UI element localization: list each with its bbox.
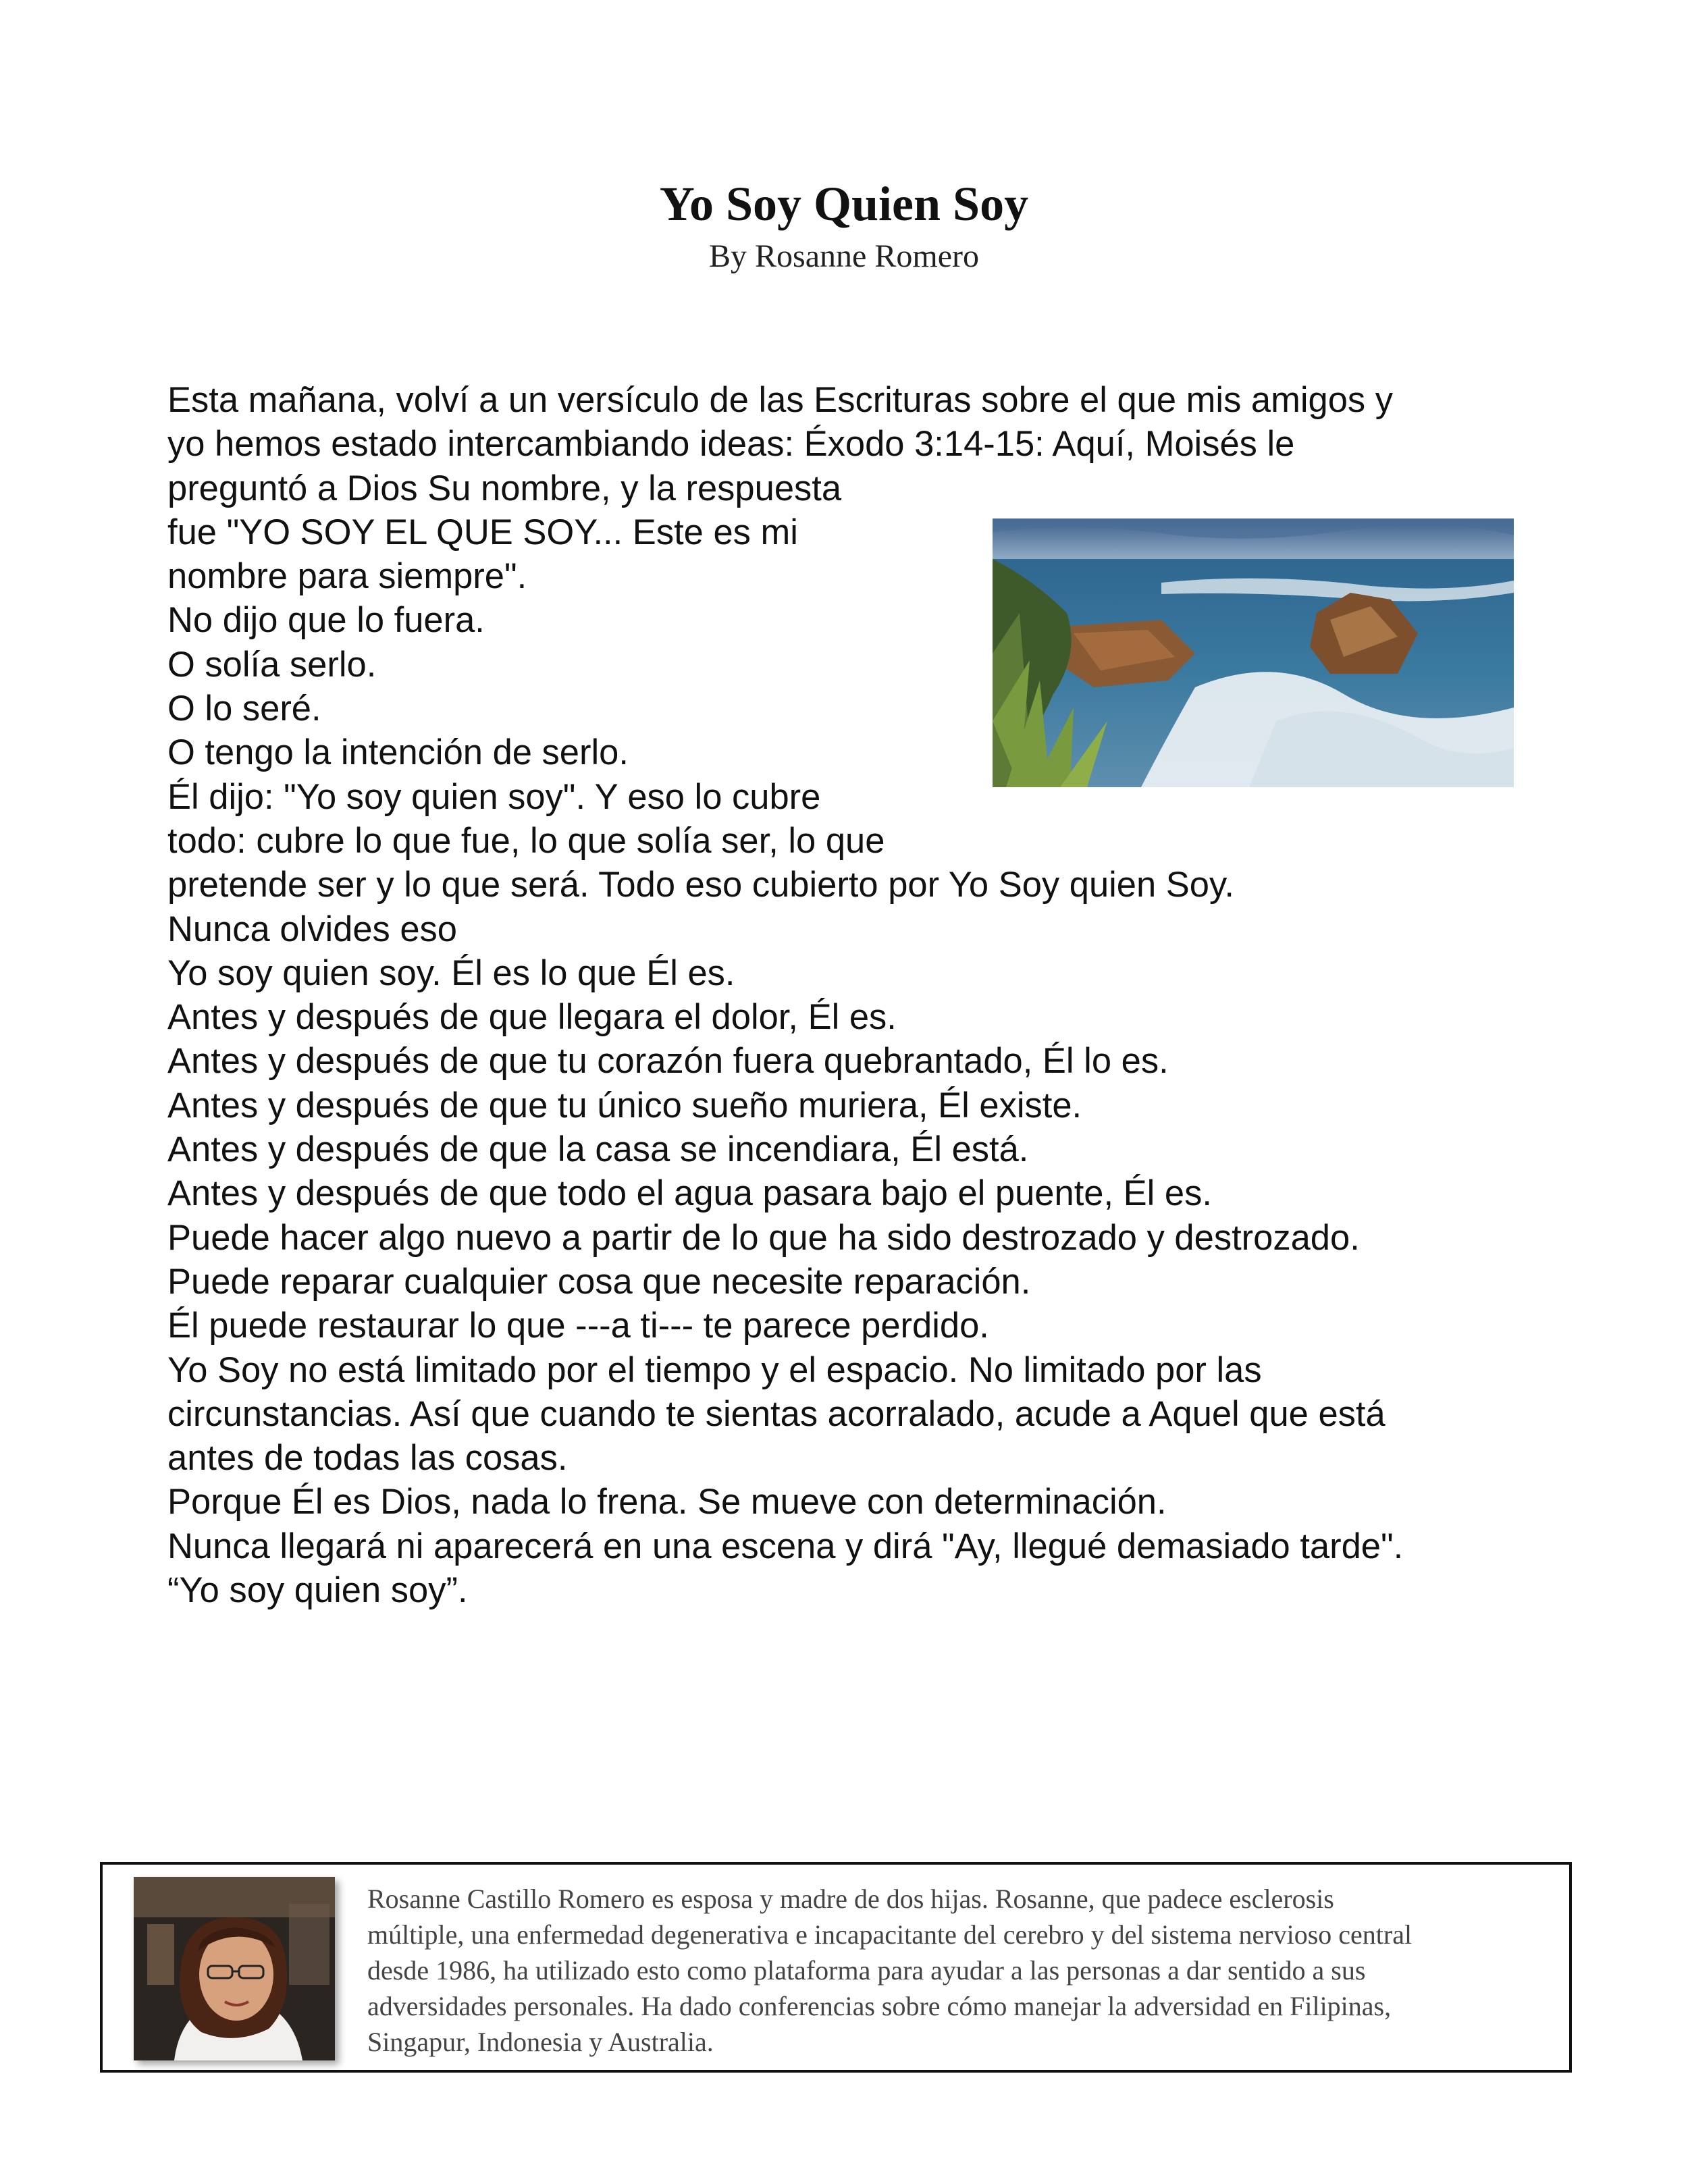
body-line: O lo seré. xyxy=(167,689,321,729)
body-line: Puede reparar cualquier cosa que necesite reparación. xyxy=(167,1261,1031,1302)
body-line: Antes y después de que tu único sueño muriera, Él existe. xyxy=(167,1085,1082,1125)
body-line: Yo soy quien soy. Él es lo que Él es. xyxy=(167,953,735,993)
body-line: Nunca llegará ni aparecerá en una escena y dirá "Ay, llegué demasiado tarde". xyxy=(167,1526,1404,1566)
body-line: O tengo la intención de serlo. xyxy=(167,733,629,773)
body-line: Yo Soy no está limitado por el tiempo y el espacio. No limitado por las xyxy=(167,1350,1262,1390)
body-line: O solía serlo. xyxy=(167,644,377,685)
article-title: Yo Soy Quien Soy xyxy=(659,177,1029,231)
body-line: yo hemos estado intercambiando ideas: Éxodo 3:14-15: Aquí, Moisés le xyxy=(167,424,1295,464)
bio-line: múltiple, una enfermedad degenerativa e incapacitante del cerebro y del sistema nervioso central xyxy=(367,1919,1413,1950)
body-line: Antes y después de que la casa se incendiara, Él está. xyxy=(167,1129,1029,1170)
bio-line: adversidades personales. Ha dado conferencias sobre cómo manejar la adversidad en Filipinas, xyxy=(367,1991,1392,2021)
body-line: “Yo soy quien soy”. xyxy=(167,1570,468,1611)
body-line: Antes y después de que tu corazón fuera quebrantado, Él lo es. xyxy=(167,1041,1169,1082)
body-line: preguntó a Dios Su nombre, y la respuesta xyxy=(167,468,842,508)
bio-line: Singapur, Indonesia y Australia. xyxy=(367,2027,714,2057)
body-line: Nunca olvides eso xyxy=(167,909,457,949)
article-byline: By Rosanne Romero xyxy=(709,238,979,274)
body-line: pretende ser y lo que será. Todo eso cubierto por Yo Soy quien Soy. xyxy=(167,865,1234,905)
body-line: Antes y después de que todo el agua pasara bajo el puente, Él es. xyxy=(167,1173,1212,1214)
author-portrait-illustration xyxy=(134,1877,335,2060)
body-line: fue "YO SOY EL QUE SOY... Este es mi xyxy=(167,512,798,552)
body-line: Antes y después de que llegara el dolor, Él es. xyxy=(167,997,897,1038)
body-line: antes de todas las cosas. xyxy=(167,1438,568,1479)
body-line: circunstancias. Así que cuando te sientas acorralado, acude a Aquel que está xyxy=(167,1393,1386,1434)
body-line: Él puede restaurar lo que ---a ti--- te parece perdido. xyxy=(167,1306,989,1346)
bio-line: desde 1986, ha utilizado esto como plataforma para ayudar a las personas a dar sentido a sus xyxy=(367,1955,1366,1986)
body-line: Él dijo: "Yo soy quien soy". Y eso lo cubre xyxy=(167,776,821,817)
body-line: Esta mañana, volví a un versículo de las Escrituras sobre el que mis amigos y xyxy=(167,380,1393,420)
body-line: todo: cubre lo que fue, lo que solía ser, lo que xyxy=(167,820,885,861)
author-bio-box xyxy=(100,1862,1572,2073)
article-body xyxy=(167,378,1531,1612)
bio-line: Rosanne Castillo Romero es esposa y madre de dos hijas. Rosanne, que padece esclerosis xyxy=(367,1884,1334,1914)
body-line: Puede hacer algo nuevo a partir de lo que ha sido destrozado y destrozado. xyxy=(167,1217,1360,1258)
body-line: Porque Él es Dios, nada lo frena. Se mueve con determinación. xyxy=(167,1482,1167,1522)
body-line: No dijo que lo fuera. xyxy=(167,600,485,641)
author-photo xyxy=(134,1877,335,2060)
body-line: nombre para siempre". xyxy=(167,556,527,597)
author-bio xyxy=(367,1881,1556,2060)
